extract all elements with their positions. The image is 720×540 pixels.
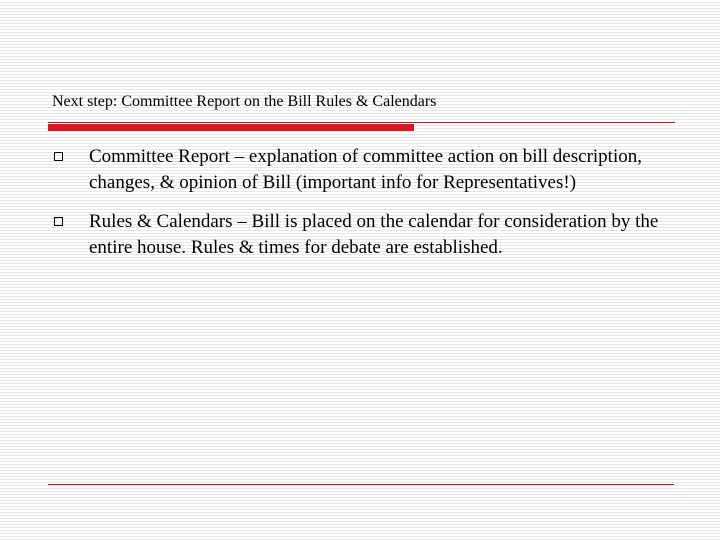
bullet-text: Committee Report – explanation of committee action on bill description, changes, & opinion of Bill (important info for Representatives!) (89, 146, 642, 193)
checkbox-bullet-icon (54, 217, 63, 226)
bullet-item-rules-calendars (0, 209, 720, 261)
title-divider-thin-line (48, 122, 675, 123)
checkbox-bullet-icon (54, 152, 63, 161)
bullet-item-committee-report (0, 144, 720, 196)
title-divider-accent-bar (48, 124, 414, 131)
slide-title: Next step: Committee Report on the Bill Rules & Calendars (52, 93, 437, 110)
bullet-text: Rules & Calendars – Bill is placed on the calendar for consideration by the entire house. Rules & times for debate are established. (89, 211, 659, 258)
bullet-list (0, 144, 720, 274)
title-divider (48, 122, 675, 132)
footer-divider (48, 484, 674, 485)
